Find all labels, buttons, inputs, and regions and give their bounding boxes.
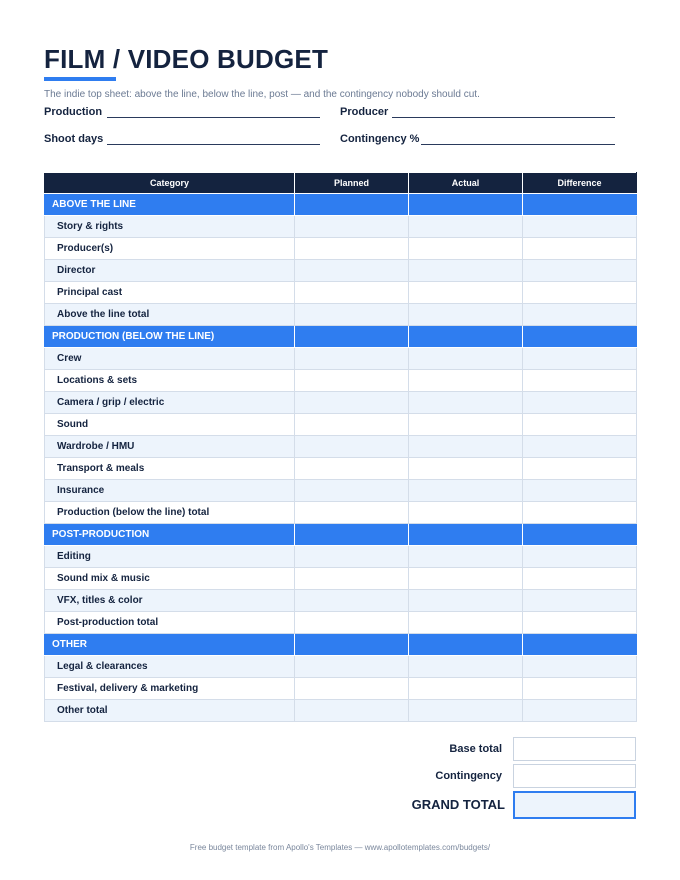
- planned-cell[interactable]: [295, 348, 409, 370]
- section-title: OTHER: [45, 634, 295, 656]
- difference-cell[interactable]: [523, 458, 637, 480]
- difference-cell[interactable]: [523, 304, 637, 326]
- table-row: [45, 546, 637, 568]
- table-row: [45, 502, 637, 524]
- category-cell: Producer(s): [45, 238, 295, 260]
- actual-cell[interactable]: [409, 502, 523, 524]
- difference-cell[interactable]: [523, 546, 637, 568]
- table-row: [45, 436, 637, 458]
- planned-cell[interactable]: [295, 590, 409, 612]
- table-row: [45, 480, 637, 502]
- planned-cell[interactable]: [295, 282, 409, 304]
- planned-cell[interactable]: [295, 370, 409, 392]
- footer-credit: Free budget template from Apollo's Templates — www.apollotemplates.com/budgets/: [189, 843, 491, 852]
- production-field[interactable]: [107, 117, 320, 118]
- actual-cell[interactable]: [409, 260, 523, 282]
- actual-cell[interactable]: [409, 546, 523, 568]
- actual-cell[interactable]: [409, 656, 523, 678]
- actual-cell[interactable]: [409, 370, 523, 392]
- category-cell: Legal & clearances: [45, 656, 295, 678]
- grand-total-label: GRAND TOTAL: [411, 797, 505, 812]
- table-row: [45, 612, 637, 634]
- table-row: [45, 260, 637, 282]
- category-cell: Wardrobe / HMU: [45, 436, 295, 458]
- contingency-pct-field[interactable]: [421, 144, 615, 145]
- section-cell: [523, 634, 637, 656]
- column-header-actual: Actual: [409, 173, 523, 194]
- contingency-field[interactable]: [513, 764, 636, 788]
- section-cell: [295, 524, 409, 546]
- section-row: [45, 194, 637, 216]
- planned-cell[interactable]: [295, 238, 409, 260]
- section-cell: [409, 634, 523, 656]
- difference-cell[interactable]: [523, 590, 637, 612]
- actual-cell[interactable]: [409, 568, 523, 590]
- column-header-category: Category: [45, 173, 295, 194]
- section-row: [45, 634, 637, 656]
- category-cell: Crew: [45, 348, 295, 370]
- planned-cell[interactable]: [295, 216, 409, 238]
- shoot-days-label: Shoot days: [44, 133, 104, 145]
- table-row: [45, 656, 637, 678]
- section-cell: [523, 524, 637, 546]
- section-cell: [409, 326, 523, 348]
- difference-cell[interactable]: [523, 436, 637, 458]
- table-row: [45, 238, 637, 260]
- table-row: [45, 282, 637, 304]
- category-cell: Editing: [45, 546, 295, 568]
- section-cell: [295, 326, 409, 348]
- category-cell: VFX, titles & color: [45, 590, 295, 612]
- base-total-field[interactable]: [513, 737, 636, 761]
- planned-cell[interactable]: [295, 502, 409, 524]
- section-cell: [409, 524, 523, 546]
- category-cell: Sound: [45, 414, 295, 436]
- table-header-row: [45, 173, 637, 194]
- category-cell: Insurance: [45, 480, 295, 502]
- category-cell: Transport & meals: [45, 458, 295, 480]
- page-subtitle: The indie top sheet: above the line, below the line, post — and the contingency nobody should cut.: [44, 89, 480, 100]
- planned-cell[interactable]: [295, 436, 409, 458]
- producer-label: Producer: [340, 106, 389, 118]
- difference-cell[interactable]: [523, 568, 637, 590]
- difference-cell[interactable]: [523, 612, 637, 634]
- table-row: [45, 216, 637, 238]
- planned-cell[interactable]: [295, 414, 409, 436]
- section-cell: [295, 634, 409, 656]
- category-cell: Director: [45, 260, 295, 282]
- difference-cell[interactable]: [523, 700, 637, 722]
- difference-cell[interactable]: [523, 282, 637, 304]
- actual-cell[interactable]: [409, 392, 523, 414]
- section-title: PRODUCTION (BELOW THE LINE): [45, 326, 295, 348]
- planned-cell[interactable]: [295, 260, 409, 282]
- section-row: [45, 524, 637, 546]
- section-cell: [409, 194, 523, 216]
- category-cell: Locations & sets: [45, 370, 295, 392]
- category-cell: Above the line total: [45, 304, 295, 326]
- difference-cell[interactable]: [523, 348, 637, 370]
- contingency-pct-label: Contingency %: [340, 133, 420, 145]
- difference-cell[interactable]: [523, 414, 637, 436]
- table-row: [45, 348, 637, 370]
- budget-table: [44, 172, 637, 722]
- actual-cell[interactable]: [409, 590, 523, 612]
- actual-cell[interactable]: [409, 414, 523, 436]
- table-row: [45, 458, 637, 480]
- section-title: POST-PRODUCTION: [45, 524, 295, 546]
- actual-cell[interactable]: [409, 678, 523, 700]
- category-cell: Sound mix & music: [45, 568, 295, 590]
- section-title: ABOVE THE LINE: [45, 194, 295, 216]
- difference-cell[interactable]: [523, 238, 637, 260]
- base-total-label: Base total: [449, 743, 502, 755]
- actual-cell[interactable]: [409, 282, 523, 304]
- planned-cell[interactable]: [295, 678, 409, 700]
- actual-cell[interactable]: [409, 700, 523, 722]
- actual-cell[interactable]: [409, 238, 523, 260]
- difference-cell[interactable]: [523, 656, 637, 678]
- title-accent-bar: [44, 77, 116, 81]
- actual-cell[interactable]: [409, 304, 523, 326]
- page-title: FILM / VIDEO BUDGET: [44, 44, 329, 74]
- table-row: [45, 678, 637, 700]
- category-cell: Post-production total: [45, 612, 295, 634]
- table-row: [45, 700, 637, 722]
- shoot-days-field[interactable]: [107, 144, 320, 145]
- actual-cell[interactable]: [409, 348, 523, 370]
- planned-cell[interactable]: [295, 568, 409, 590]
- section-cell: [523, 194, 637, 216]
- table-row: [45, 392, 637, 414]
- table-row: [45, 304, 637, 326]
- difference-cell[interactable]: [523, 216, 637, 238]
- planned-cell[interactable]: [295, 656, 409, 678]
- table-row: [45, 590, 637, 612]
- contingency-label: Contingency: [435, 770, 502, 782]
- section-cell: [295, 194, 409, 216]
- grand-total-field[interactable]: [513, 791, 636, 819]
- difference-cell[interactable]: [523, 678, 637, 700]
- difference-cell[interactable]: [523, 480, 637, 502]
- actual-cell[interactable]: [409, 458, 523, 480]
- section-row: [45, 326, 637, 348]
- difference-cell[interactable]: [523, 392, 637, 414]
- category-cell: Camera / grip / electric: [45, 392, 295, 414]
- producer-field[interactable]: [392, 117, 615, 118]
- difference-cell[interactable]: [523, 502, 637, 524]
- column-header-difference: Difference: [523, 173, 637, 194]
- column-header-planned: Planned: [295, 173, 409, 194]
- planned-cell[interactable]: [295, 612, 409, 634]
- difference-cell[interactable]: [523, 370, 637, 392]
- planned-cell[interactable]: [295, 700, 409, 722]
- table-row: [45, 568, 637, 590]
- planned-cell[interactable]: [295, 304, 409, 326]
- planned-cell[interactable]: [295, 458, 409, 480]
- production-label: Production: [44, 106, 103, 118]
- category-cell: Principal cast: [45, 282, 295, 304]
- actual-cell[interactable]: [409, 612, 523, 634]
- actual-cell[interactable]: [409, 436, 523, 458]
- section-cell: [523, 326, 637, 348]
- planned-cell[interactable]: [295, 546, 409, 568]
- actual-cell[interactable]: [409, 216, 523, 238]
- category-cell: Festival, delivery & marketing: [45, 678, 295, 700]
- planned-cell[interactable]: [295, 392, 409, 414]
- difference-cell[interactable]: [523, 260, 637, 282]
- table-row: [45, 414, 637, 436]
- planned-cell[interactable]: [295, 480, 409, 502]
- category-cell: Story & rights: [45, 216, 295, 238]
- table-row: [45, 370, 637, 392]
- category-cell: Production (below the line) total: [45, 502, 295, 524]
- category-cell: Other total: [45, 700, 295, 722]
- actual-cell[interactable]: [409, 480, 523, 502]
